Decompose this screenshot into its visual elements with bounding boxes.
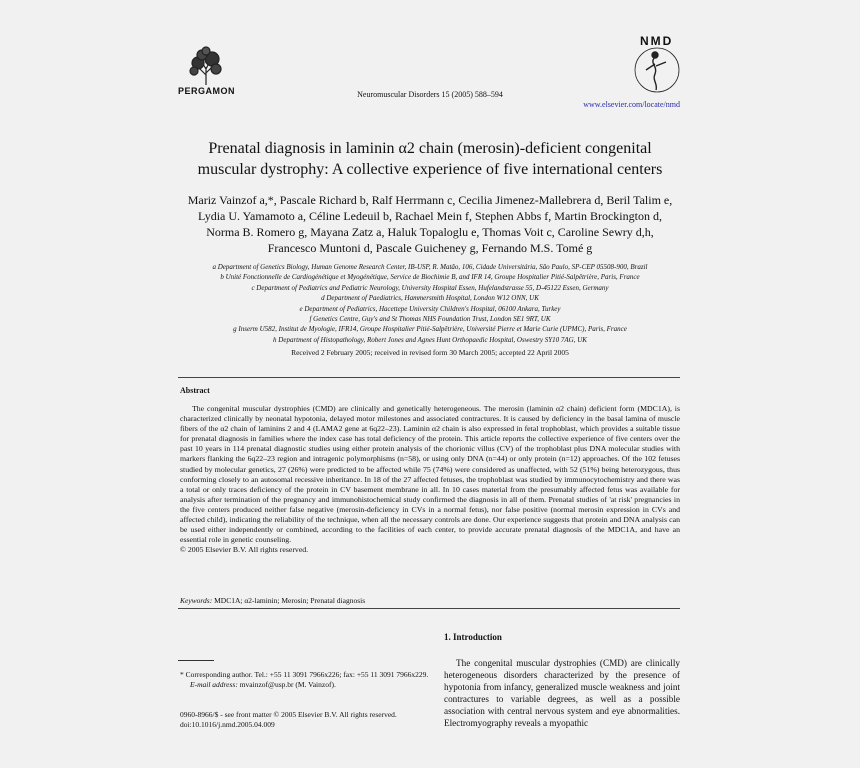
corresponding-author: * Corresponding author. Tel.: +55 11 3091 7966x226; fax: +55 11 3091 7966x229. bbox=[180, 670, 429, 679]
front-matter-line: 0960-8966/$ - see front matter © 2005 Elsevier B.V. All rights reserved. bbox=[180, 710, 397, 719]
introduction-heading: 1. Introduction bbox=[444, 632, 502, 642]
affiliation: e Department of Pediatrics, Hacettepe University Children's Hospital, 06100 Ankara, Turkey bbox=[299, 304, 561, 313]
affiliation: d Department of Paediatrics, Hammersmith Hospital, London W12 ONN, UK bbox=[321, 294, 539, 303]
author-line: Lydia U. Yamamoto a, Céline Ledeuil b, Rachael Mein f, Stephen Abbs f, Martin Brockington d, bbox=[198, 209, 662, 223]
introduction-text: The congenital muscular dystrophies (CMD) are clinically heterogeneous disorders characterized by the presence of hypotonia from infancy, generalized muscle weakness and joint contractures to variable degrees, as well as a possible association with central nervous system and eye abnormalities. Electromyography reveals a myopathic bbox=[444, 658, 680, 728]
affiliation: g Inserm U582, Institut de Myologie, IFR14, Groupe Hospitalier Pitié-Salpêtrière, Université Pierre et Marie Curie (UPMC), Paris, France bbox=[233, 325, 627, 334]
abstract-heading: Abstract bbox=[180, 386, 210, 395]
affiliation: a Department of Genetics Biology, Human Genome Research Center, IB-USP, R. Matão, 106, Cidade Universitária, São Paulo, SP-CEP 05508-900, Brazil bbox=[212, 263, 648, 271]
author-line: Norma B. Romero g, Mayana Zatz a, Haluk Topaloglu e, Thomas Voit c, Caroline Sewry d,h, bbox=[206, 225, 654, 239]
footnote-rule bbox=[178, 660, 214, 661]
affiliation: c Department of Pediatrics and Pediatric Neurology, University Hospital Essen, Hufelandstrasse 55, D-45122 Essen, Germany bbox=[251, 283, 609, 292]
author-line: Mariz Vainzof a,*, Pascale Richard b, Ralf Herrmann c, Cecilia Jimenez-Mallebrera d, Beril Talim e, bbox=[187, 193, 673, 207]
keywords-text: MDC1A; α2-laminin; Merosin; Prenatal diagnosis bbox=[214, 596, 366, 605]
affiliation: h Department of Histopathology, Robert Jones and Agnes Hunt Orthopaedic Hospital, Oswestry SY10 7AG, UK bbox=[273, 335, 587, 344]
divider-bottom bbox=[178, 608, 680, 609]
keywords bbox=[180, 596, 365, 605]
introduction-body bbox=[444, 657, 680, 729]
affiliation: f Genetics Centre, Guy's and St Thomas NHS Foundation Trust, London SE1 9RT, UK bbox=[309, 315, 551, 324]
affiliation: b Unité Fonctionnelle de Cardiogénétique et Myogénétique, Service de Biochimie B, and IFR 14, Groupe Hospitalier Pitié-Salpêtrière, Paris, France bbox=[220, 273, 640, 282]
corresponding-footnote bbox=[180, 670, 430, 690]
doi-link[interactable]: doi:10.1016/j.nmd.2005.04.009 bbox=[180, 720, 275, 729]
journal-citation: Neuromuscular Disorders 15 (2005) 588–594 bbox=[357, 90, 503, 99]
article-title: Prenatal diagnosis in laminin α2 chain (merosin)-deficient congenital muscular dystrophy: A collective experience of five international centers bbox=[197, 140, 663, 178]
publisher-name: PERGAMON bbox=[178, 86, 236, 96]
email-label: E-mail address: bbox=[190, 680, 238, 689]
nmd-logo-text: NMD bbox=[640, 34, 674, 48]
author-line: Francesco Muntoni d, Pascale Guicheney g, Fernando M.S. Tomé g bbox=[267, 241, 593, 255]
issn-doi bbox=[180, 710, 430, 730]
divider-top bbox=[178, 377, 680, 378]
abstract-text: The congenital muscular dystrophies (CMD) are clinically and genetically heterogeneous. The merosin (laminin α2 chain) deficient form (MDC1A), is characterized clinically by neonatal hypotonia, delayed motor milestones and associated contractures. It is caused by deficiency in the basal lamina of muscle fibers of the α2 chain of laminins 2 and 4 (LAMA2 gene at 6q22–23). Laminin α2 chain is also expressed in fetal trophoblast, which provides a suitable tissue for prenatal diagnosis in families where the index case has total deficiency of the protein. This article reports the collective experience of five centers over the past 10 years in 114 prenatal diagnostic studies using either protein analysis of the chorionic villus (CV) of the trophoblast plus DNA molecular studies with markers flanking the 6q22–23 region and intragenic polymorphisms (n=58), or using only DNA (n=44) or only protein (n=12) approaches. Of the 102 fetuses studied by molecular genetics, 27 (26%) were predicted to be affected while 75 (74%) were considered as unaffected, with 52 (51%) being heterozygous, thus conforming closely to an autosomal recessive inheritance. In 18 of the 27 affected fetuses, the trophoblast was studied by immunocytochemistry and there was a total or only traces deficiency of the protein in CV basement membrane in all. In 10 cases material from the presumably affected fetus was available for analysis after termination of the pregnancy and immunohistochemical study confirmed the diagnosis in all of them. Prenatal studies of 'at risk' pregnancies in the five centers produced neither false negative (merosin-deficiency in CVs in a normal fetus), nor false positive (normal merosin expression in CVs and affected child), indicating the reliability of the technique, when all the necessary controls are done. Our experience suggests that protein and DNA analysis can be used either independently or combined, according to the facilities of each center, to provide accurate prenatal diagnosis of the MDC1A, and have an essential role in genetic counseling. bbox=[180, 404, 680, 545]
abstract-copyright: © 2005 Elsevier B.V. All rights reserved. bbox=[180, 545, 309, 555]
keywords-label: Keywords: bbox=[180, 596, 213, 605]
nmd-figure-icon bbox=[628, 40, 686, 98]
author-list bbox=[170, 192, 690, 256]
abstract-body bbox=[180, 404, 680, 555]
email-address-link[interactable]: mvainzof@usp.br (M. Vainzof). bbox=[239, 680, 336, 689]
journal-url-link[interactable]: www.elsevier.com/locate/nmd bbox=[583, 100, 680, 109]
affiliation-list bbox=[170, 262, 690, 345]
received-dates: Received 2 February 2005; received in revised form 30 March 2005; accepted 22 April 2005 bbox=[291, 348, 569, 357]
nmd-journal-logo bbox=[628, 34, 686, 98]
